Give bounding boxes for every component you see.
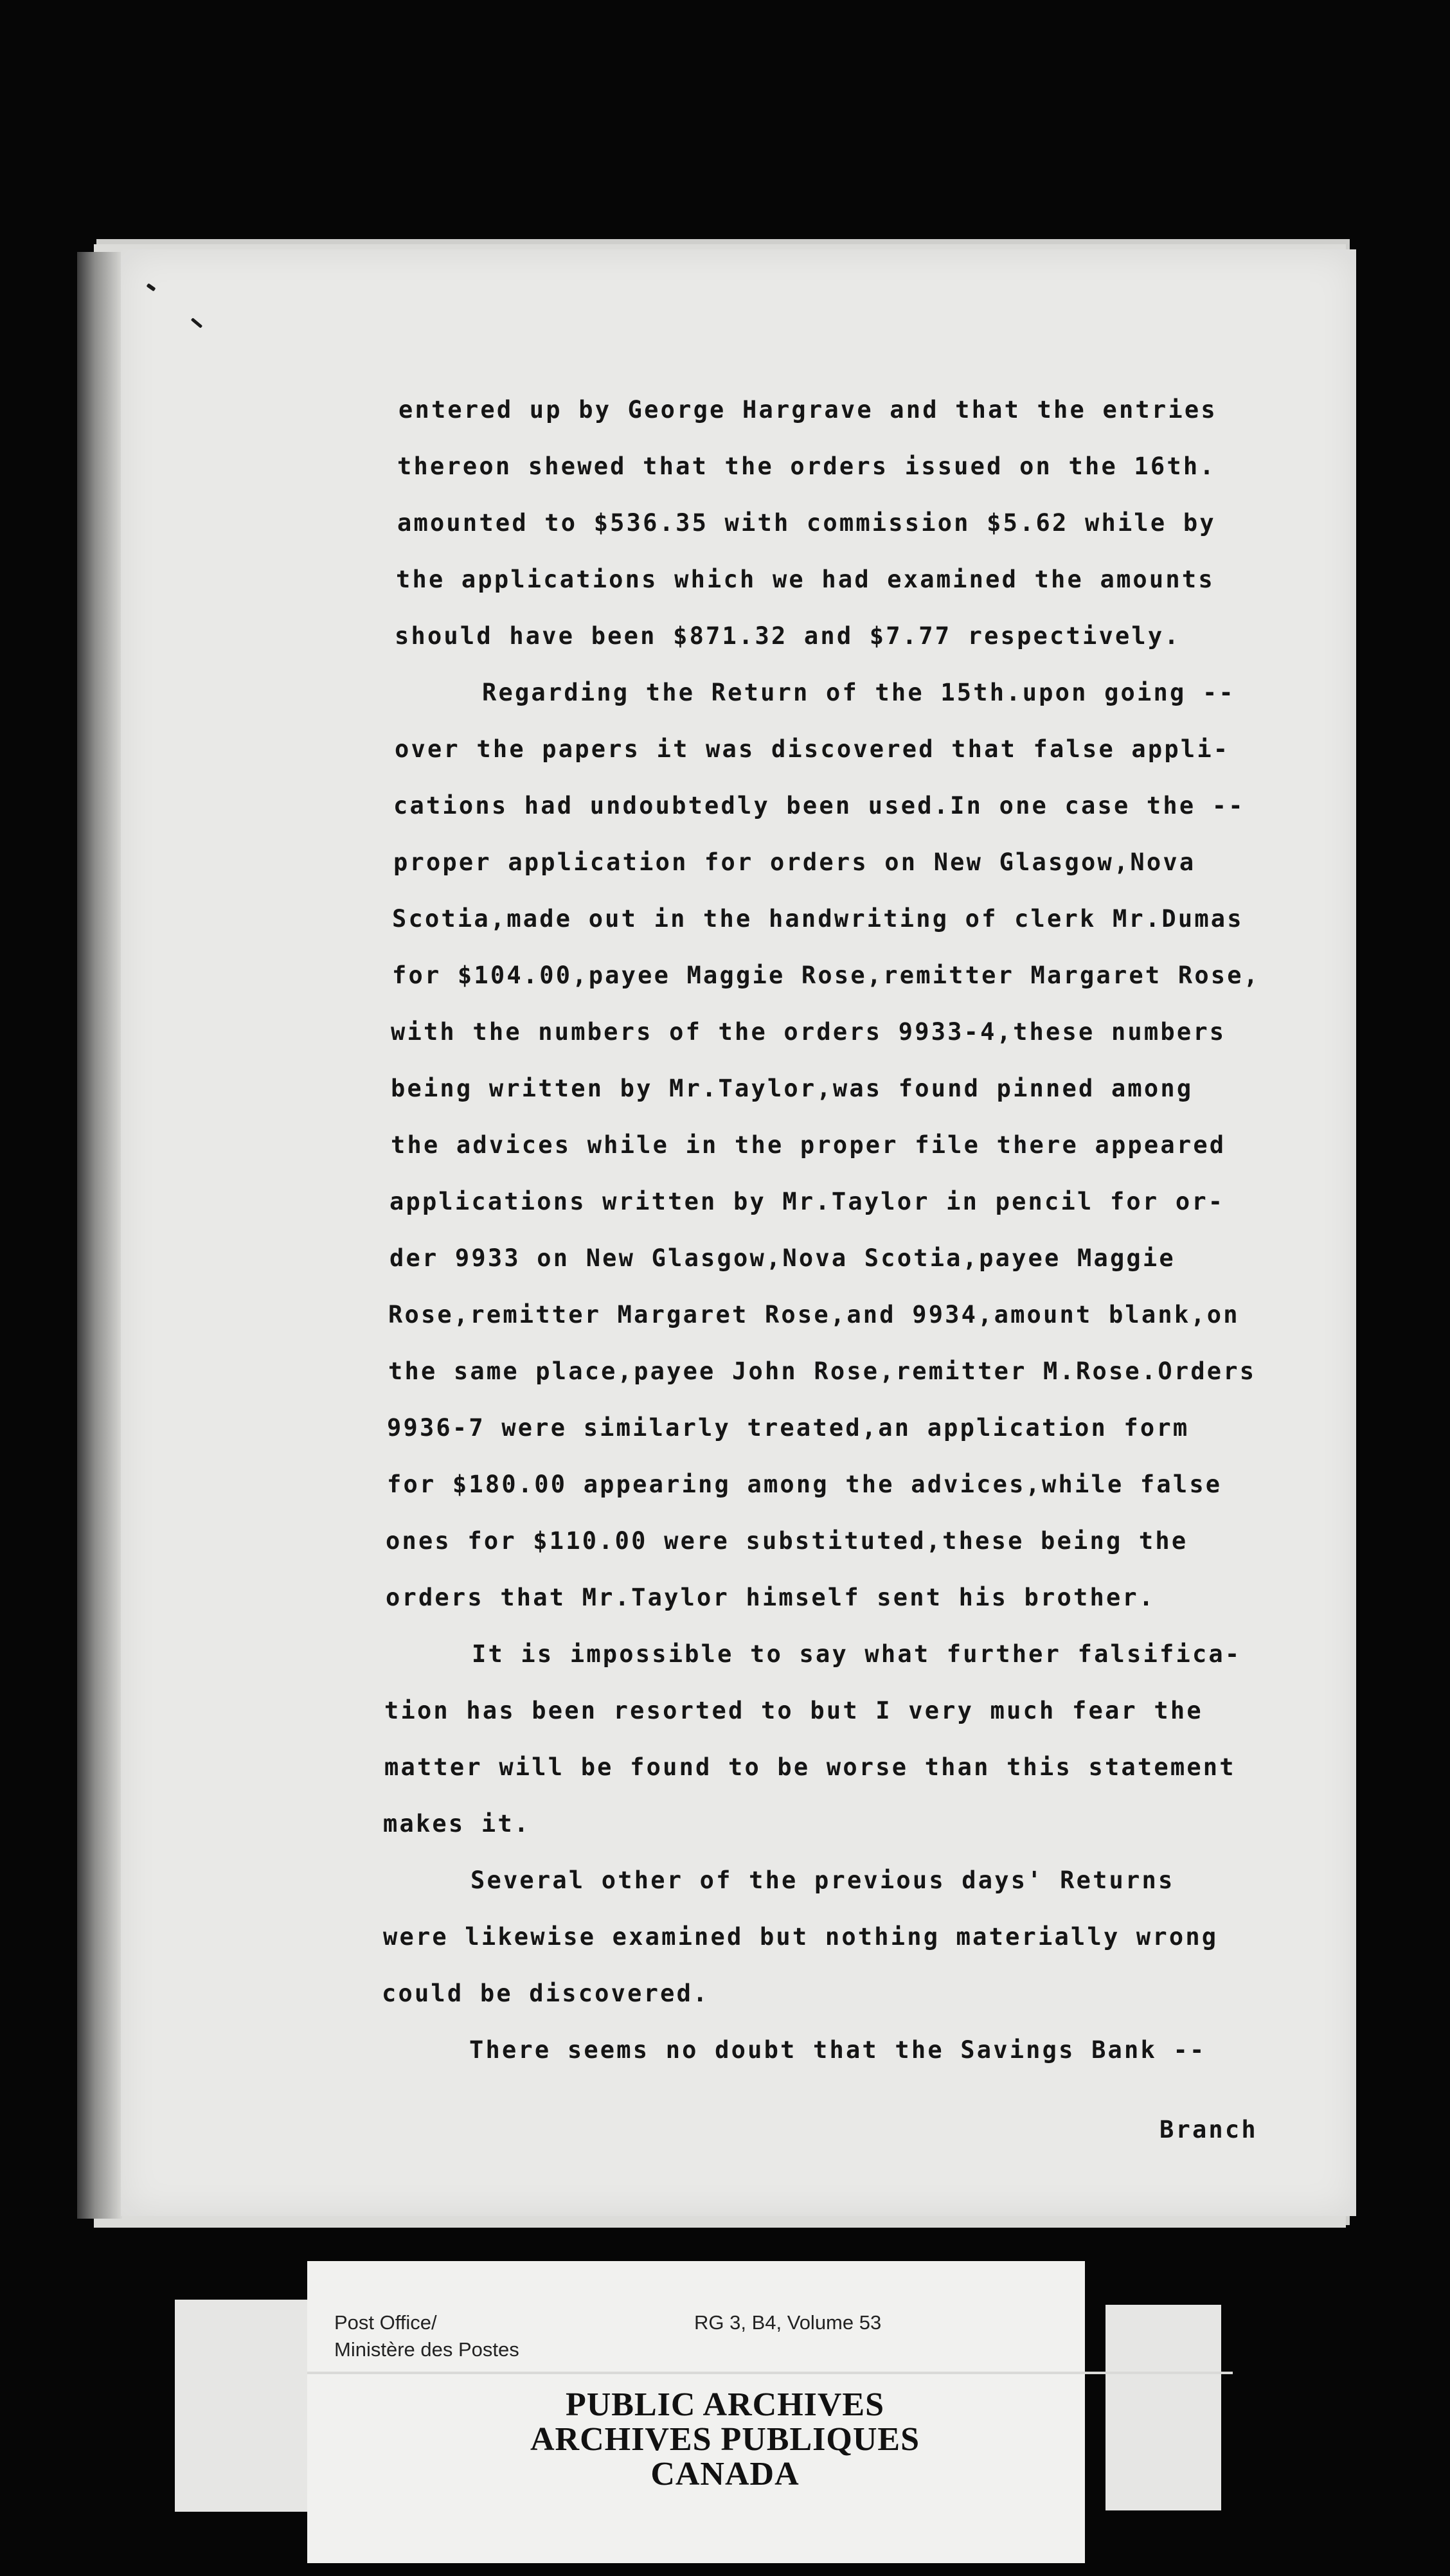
text-line: the advices while in the proper file there appeared — [391, 1131, 1226, 1159]
archive-name-french: ARCHIVES PUBLIQUES — [530, 2421, 920, 2458]
text-line: orders that Mr.Taylor himself sent his brother. — [386, 1584, 1156, 1611]
page-binding-shadow — [77, 252, 122, 2219]
text-line: amounted to $536.35 with commission $5.62 while by — [397, 509, 1216, 537]
text-line: ones for $110.00 were substituted,these being the — [386, 1527, 1188, 1555]
text-line: makes it. — [383, 1810, 531, 1838]
typewritten-page — [121, 249, 1356, 2216]
label-divider — [307, 2372, 1233, 2374]
text-line: There seems no doubt that the Savings Bank -- — [469, 2036, 1206, 2064]
text-line: tion has been resorted to but I very much fear the — [384, 1697, 1203, 1724]
text-line: Rose,remitter Margaret Rose,and 9934,amount blank,on — [388, 1301, 1240, 1328]
text-line: over the papers it was discovered that false appli- — [395, 735, 1230, 763]
archive-name-english: PUBLIC ARCHIVES — [565, 2386, 885, 2423]
text-line: cations had undoubtedly been used.In one case the -- — [393, 792, 1245, 819]
text-line: Scotia,made out in the handwriting of clerk Mr.Dumas — [392, 905, 1244, 933]
fonds-name-french: Ministère des Postes — [334, 2338, 519, 2361]
text-line: the same place,payee John Rose,remitter M.Rose.Orders — [388, 1357, 1257, 1385]
text-line: should have been $871.32 and $7.77 respectively. — [395, 622, 1181, 650]
text-line: Regarding the Return of the 15th.upon going -- — [482, 679, 1235, 706]
text-line: could be discovered. — [382, 1980, 710, 2007]
text-line: applications written by Mr.Taylor in pencil for or- — [389, 1188, 1225, 1215]
text-line: were likewise examined but nothing materially wrong — [383, 1923, 1219, 1951]
text-line: thereon shewed that the orders issued on the 16th. — [397, 452, 1216, 480]
text-line: entered up by George Hargrave and that the entries — [398, 396, 1217, 424]
text-line: for $180.00 appearing among the advices,while false — [387, 1471, 1222, 1498]
archive-country: CANADA — [650, 2456, 800, 2492]
text-line: der 9933 on New Glasgow,Nova Scotia,payee Maggie — [389, 1244, 1176, 1272]
text-line: matter will be found to be worse than this statement — [384, 1753, 1236, 1781]
fonds-name: Post Office/ — [334, 2311, 437, 2334]
text-line: proper application for orders on New Glasgow,Nova — [393, 848, 1196, 876]
text-line: for $104.00,payee Maggie Rose,remitter Margaret Rose, — [392, 962, 1260, 989]
text-line: Several other of the previous days' Returns — [470, 1866, 1175, 1894]
text-line: the applications which we had examined the amounts — [396, 566, 1215, 593]
text-line: being written by Mr.Taylor,was found pinned among — [391, 1075, 1194, 1102]
text-line: It is impossible to say what further falsifica- — [472, 1640, 1242, 1668]
page-body — [121, 249, 1356, 2216]
archive-reference: RG 3, B4, Volume 53 — [694, 2311, 882, 2334]
text-line: 9936-7 were similarly treated,an application form — [387, 1414, 1190, 1442]
catchword: Branch — [1159, 2116, 1258, 2143]
text-line: with the numbers of the orders 9933-4,these numbers — [391, 1018, 1226, 1046]
